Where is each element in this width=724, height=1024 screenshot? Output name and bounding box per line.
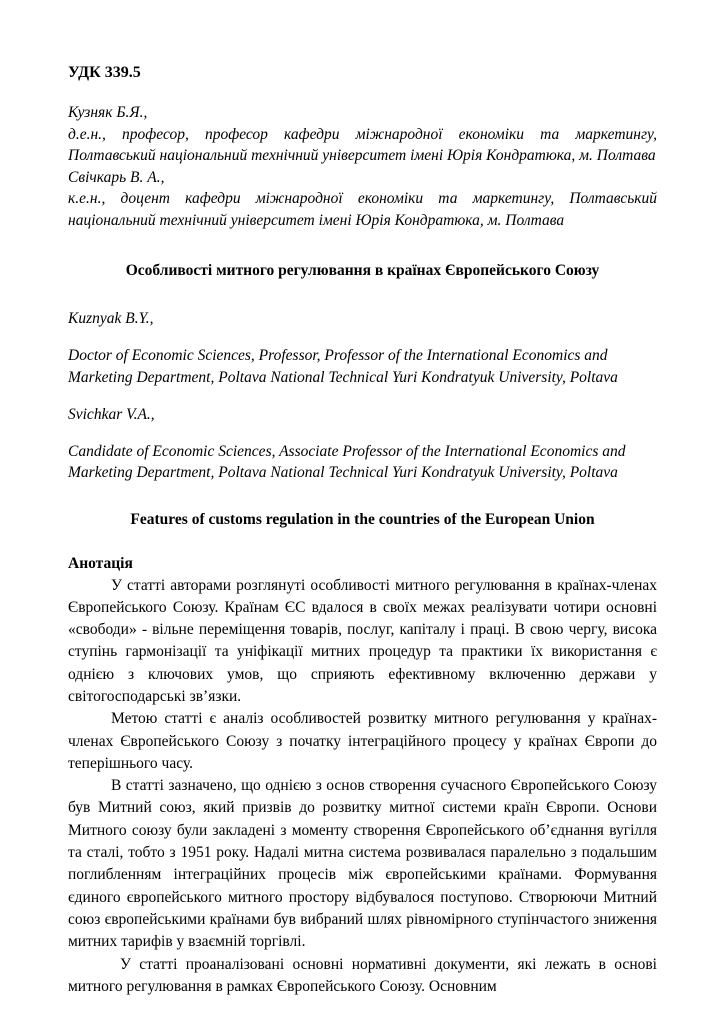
authors-block-ukrainian <box>68 102 657 231</box>
title-ukrainian: Особливості митного регулювання в країнах Європейського Союзу <box>125 262 600 279</box>
udc-code: УДК 339.5 <box>68 64 141 81</box>
author-affiliation-1: д.е.н., професор, професор кафедри міжнародної економіки та маркетингу, Полтавський національний технічний університет імені Юрія Кондратюка, м. Полтава <box>68 125 657 164</box>
authors-block-english <box>68 308 657 484</box>
abstract-paragraph-2: Метою статті є аналіз особливостей розвитку митного регулювання у країнах-членах Європейського Союзу з початку інтеграційного процесу у країнах Європи до теперішнього часу. <box>68 710 657 772</box>
author-name-en-2: Svichkar V.A., <box>68 405 155 423</box>
author-name-2: Свічкарь В. А., <box>68 168 165 186</box>
author-name-en-1: Kuznyak B.Y., <box>68 310 154 327</box>
author-affiliation-2: к.е.н., доцент кафедри міжнародної економіки та маркетингу, Полтавський національний технічний університет імені Юрія Кондратюка, м. Полтава <box>68 190 657 229</box>
author-name-1: Кузняк Б.Я., <box>68 104 148 121</box>
author-affiliation-en-1: Doctor of Economic Sciences, Professor, Professor of the International Economics and Marketing Department, Poltava National Technical Yuri Kondratyuk University, Poltava <box>68 347 618 386</box>
abstract-paragraph-4: У статті проаналізовані основні нормативні документи, які лежать в основі митного регулювання в рамках Європейського Союзу. Основним <box>68 955 657 995</box>
title-english: Features of customs regulation in the countries of the European Union <box>130 510 595 528</box>
abstract-heading: Анотація <box>68 554 133 572</box>
author-affiliation-en-2: Candidate of Economic Sciences, Associate Professor of the International Economics and Marketing Department, Poltava National Technical Yuri Kondratyuk University, Poltava <box>68 442 626 481</box>
abstract-paragraph-1: У статті авторами розглянуті особливості митного регулювання в країнах-членах Європейського Союзу. Країнам ЄС вдалося в своїх межах реалізувати чотири основні «свободи» - вільне переміщення товарів, послуг, капіталу і праці. В свою чергу, висока ступінь гармонізації та уніфікації митних процедур та практики їх використання є однією з ключових умов, що сприяють ефективному включенню держави у світогосподарські зв’язки. <box>68 576 657 705</box>
text-block <box>68 62 657 998</box>
abstract-paragraph-3: В статті зазначено, що однією з основ створення сучасного Європейського Союзу був Митний союз, який призвів до розвитку митної системи країн Європи. Основи Митного союзу були закладені з моменту створення Європейського об’єднання вугілля та сталі, тобто з 1951 року. Надалі митна система розвивалася паралельно з подальшим поглибленням інтеграційних процесів між європейськими країнами. Формування єдиного європейського митного простору відбувалося поступово. Створюючи Митний союз європейськими країнами був вибраний шлях рівномірного ступінчастого зниження митних тарифів у взаємній торгівлі. <box>68 777 657 951</box>
